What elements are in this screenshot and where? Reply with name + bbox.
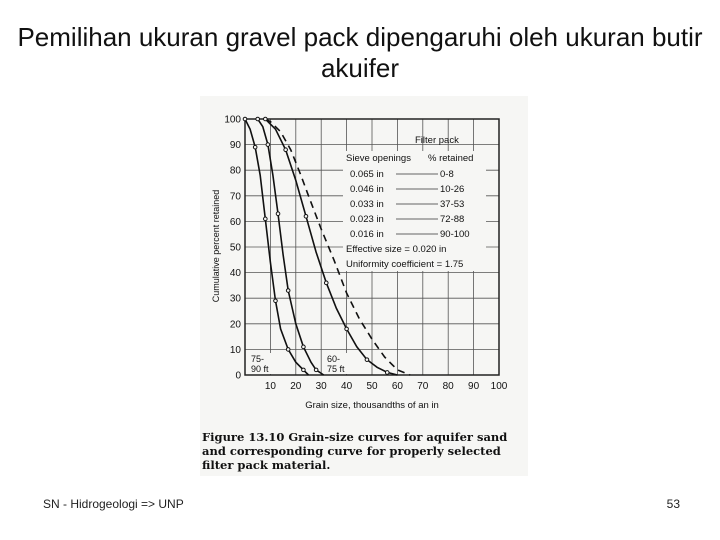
data-point [314,368,318,372]
x-tick-label: 60 [391,381,403,392]
data-point [284,148,288,152]
data-point [264,117,268,121]
data-point [274,299,278,303]
data-point [302,368,306,372]
slide-page-number: 53 [666,497,680,511]
y-tick-label: 90 [229,140,241,152]
data-point [256,117,260,121]
data-point [276,212,280,216]
y-tick-label: 100 [224,114,241,126]
data-point [266,143,270,147]
y-tick-label: 80 [229,165,241,177]
slide-title: Pemilihan ukuran gravel pack dipengaruhi oleh ukuran butir akuifer [17,22,703,83]
y-tick-label: 30 [229,293,241,305]
label-60-75-line2: 75 ft [327,364,345,374]
y-tick-label: 10 [229,344,241,356]
x-tick-label: 100 [490,381,508,392]
label-75-90-line1: 75- [251,354,265,364]
data-point [345,327,349,331]
x-tick-label: 50 [366,381,378,392]
data-point [286,289,290,293]
data-point [324,281,328,285]
data-point [264,217,268,221]
y-tick-label: 0 [235,370,241,382]
data-point [304,214,308,218]
data-point [385,371,389,375]
label-75-90-line2: 90 ft [251,364,269,374]
figure-panel [200,96,528,476]
table-cell-retained: 0-8 [440,169,454,180]
grain-size-chart [200,96,528,426]
y-tick-label: 70 [229,191,241,203]
y-tick-label: 40 [229,268,241,280]
x-axis-label: Grain size, thousandths of an in [305,400,439,411]
x-tick-label: 40 [341,381,353,392]
table-header-retained: % retained [428,153,474,164]
x-tick-label: 70 [417,381,429,392]
y-tick-label: 60 [229,216,241,228]
legend-table [343,135,486,271]
table-cell-retained: 10-26 [440,184,465,195]
table-cell-sieve: 0.046 in [350,184,384,195]
table-cell-sieve: 0.033 in [350,199,384,210]
x-tick-label: 10 [264,381,276,392]
footer-course-label: SN - Hidrogeologi => UNP [43,497,184,511]
table-cell-retained: 72-88 [440,214,465,225]
x-tick-label: 80 [442,381,454,392]
data-point [302,345,306,349]
uniformity-annotation: Uniformity coefficient = 1.75 [346,259,464,270]
legend-title: Filter pack [415,135,459,146]
figure-caption: Figure 13.10 Grain-size curves for aquifer sand and corresponding curve for properly selected filter pack material. [202,430,508,472]
table-cell-sieve: 0.016 in [350,229,384,240]
data-point [365,358,369,362]
data-point [286,348,290,352]
y-axis-label: Cumulative percent retained [211,189,221,303]
y-tick-label: 50 [229,242,241,254]
table-cell-sieve: 0.023 in [350,214,384,225]
table-header-sieve: Sieve openings [346,153,411,164]
data-point [253,145,257,149]
label-60-75-line1: 60- [327,354,341,364]
x-tick-label: 30 [315,381,327,392]
effective-size-annotation: Effective size = 0.020 in [346,244,447,255]
x-tick-label: 90 [468,381,480,392]
y-tick-label: 20 [229,319,241,331]
x-tick-label: 20 [290,381,302,392]
table-cell-retained: 90-100 [440,229,470,240]
table-cell-retained: 37-53 [440,199,465,210]
data-point [243,117,247,121]
table-cell-sieve: 0.065 in [350,169,384,180]
